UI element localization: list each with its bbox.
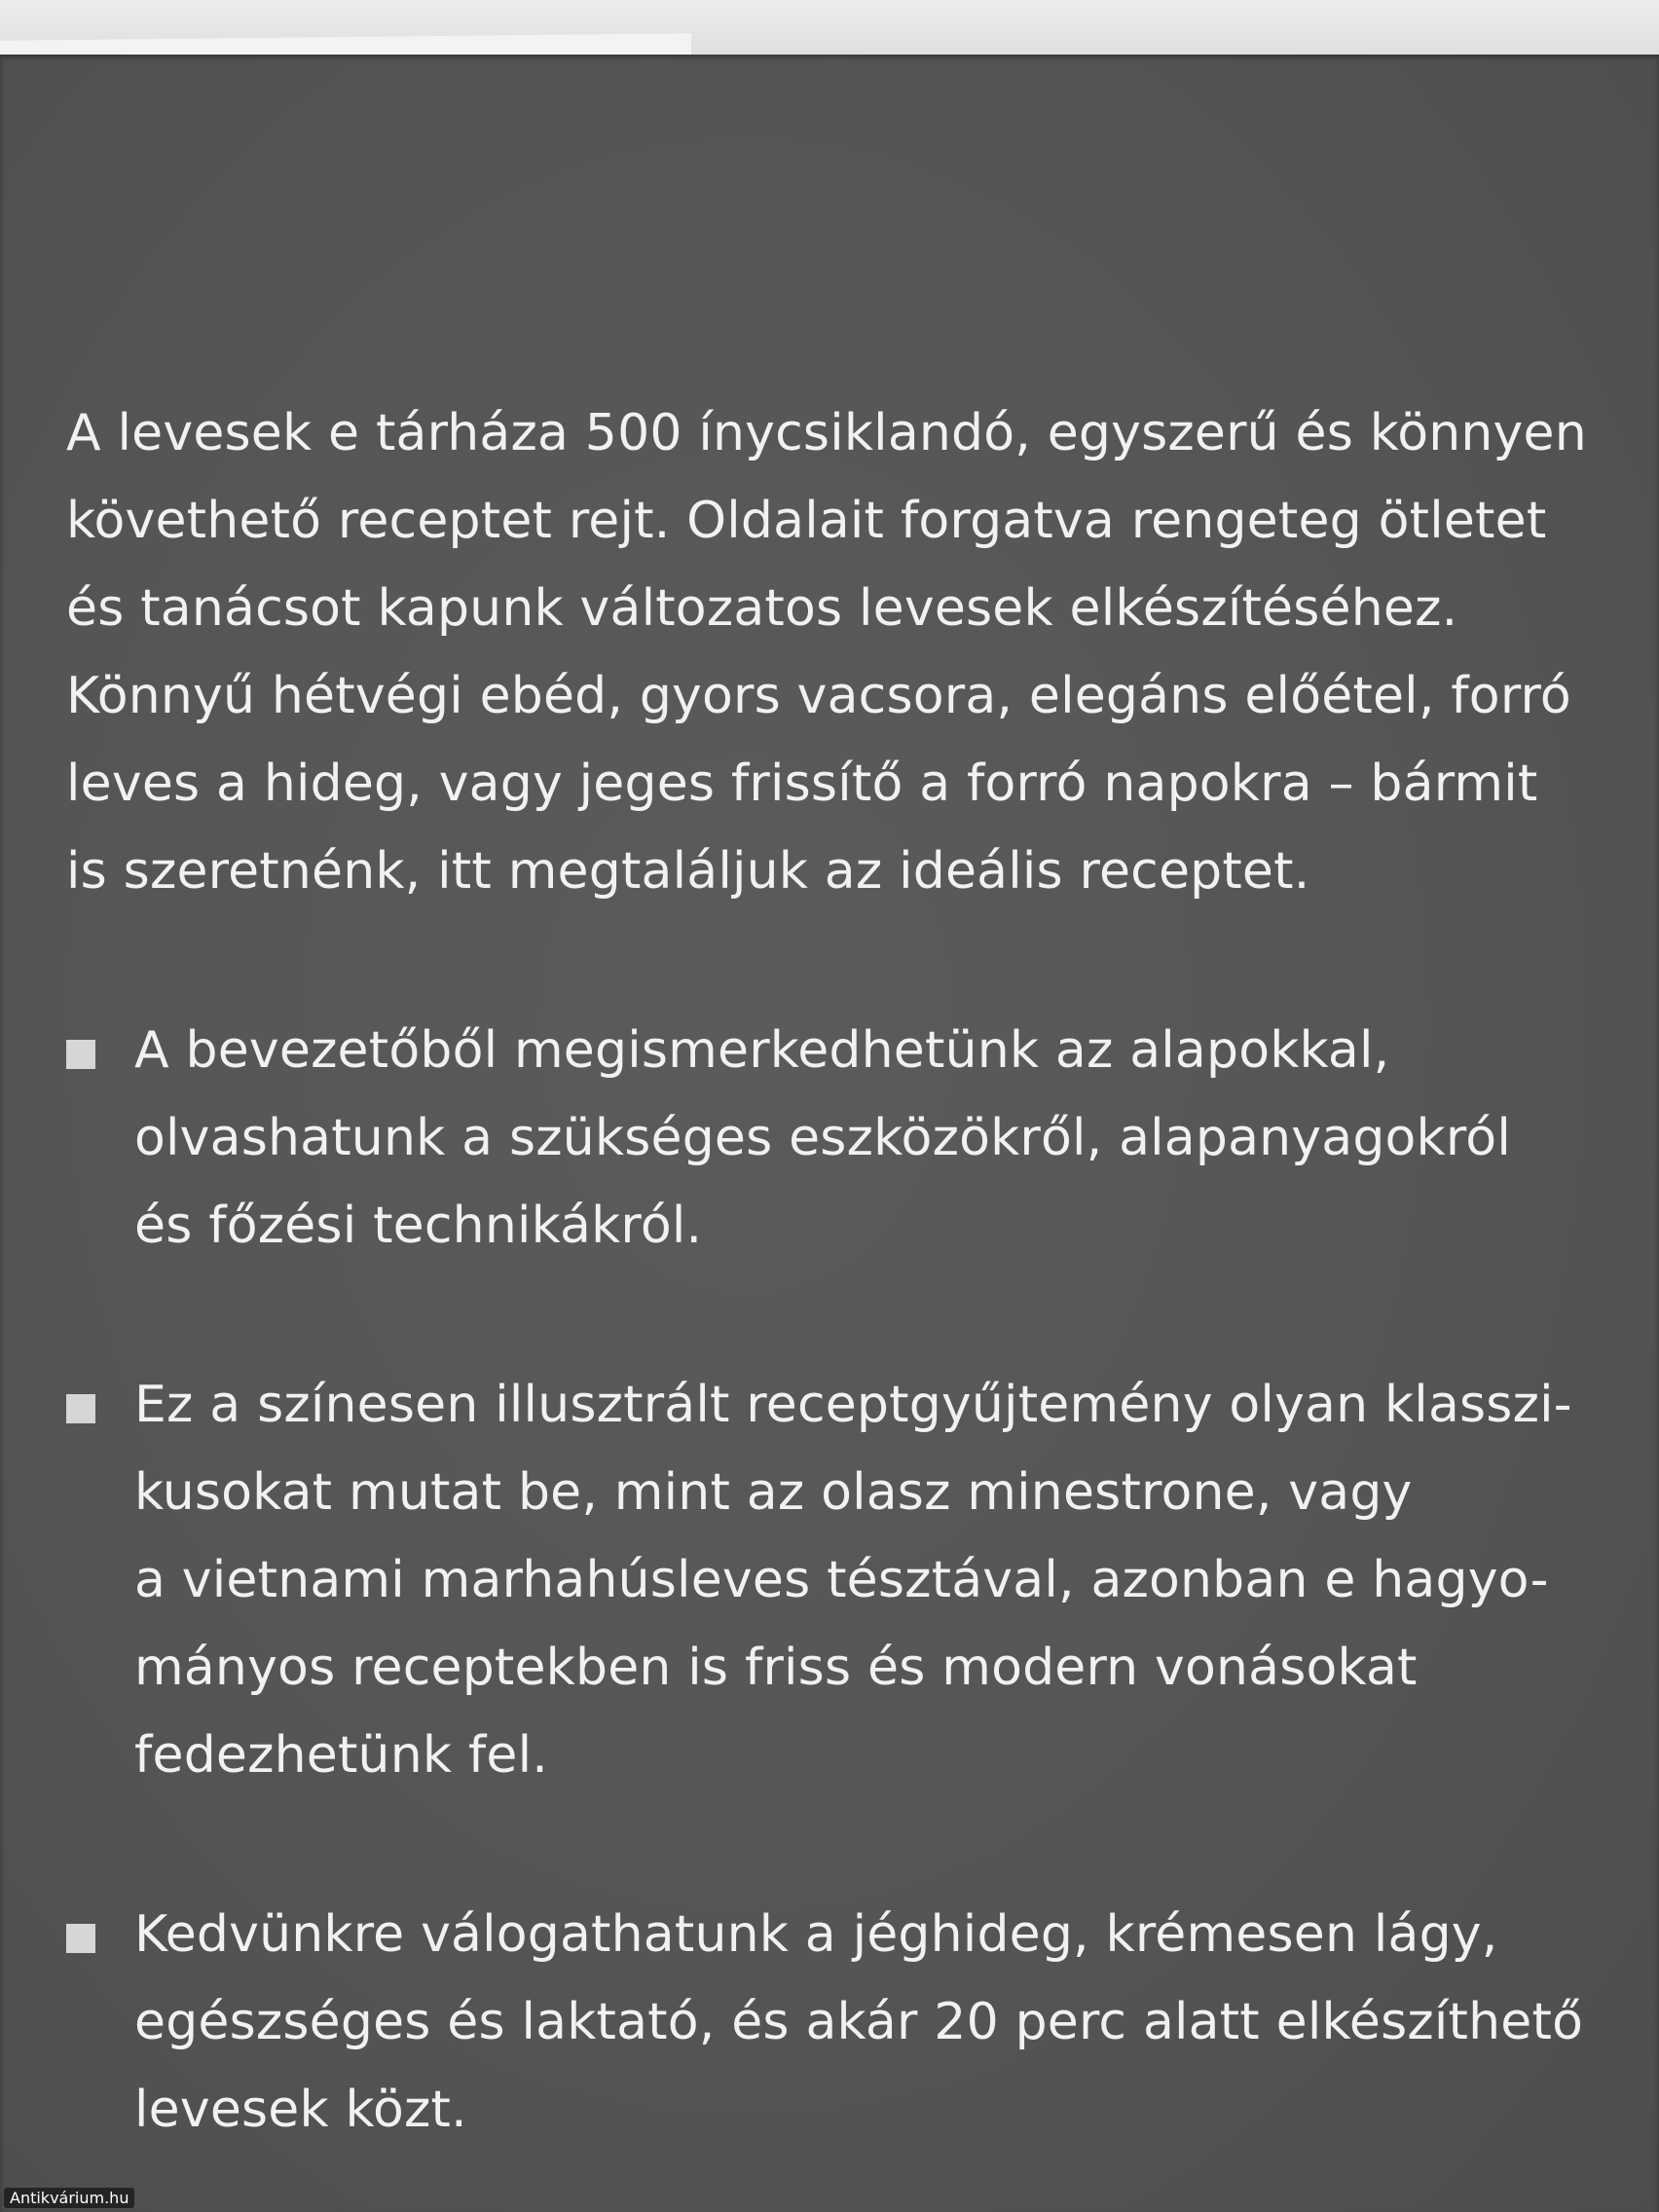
bullet-line: Ez a színesen illusztrált receptgyűjtemény olyan klasszi- [134,1376,1572,1434]
bullet-line: olvashatunk a szükséges eszközökről, alapanyagokról [134,1109,1511,1167]
watermark: Antikvárium.hu [4,2188,134,2208]
bullet-line: a vietnami marhahúsleves tésztával, azonban e hagyo- [134,1551,1549,1609]
intro-paragraph [66,389,1585,915]
intro-line: követhető receptet rejt. Oldalait forgatva rengeteg ötletet [66,492,1547,550]
intro-line: leves a hideg, vagy jeges frissítő a forró napokra – bármit [66,755,1538,813]
bullet-line: mányos receptekben is friss és modern vonásokat [134,1639,1418,1697]
square-bullet-icon [66,1040,95,1069]
intro-line: is szeretnénk, itt megtaláljuk az ideális receptet. [66,842,1310,901]
bullet-line: fedezhetünk fel. [134,1726,548,1785]
bullet-line: A bevezetőből megismerkedhetünk az alapokkal, [134,1021,1390,1080]
bullet-line: kusokat mutat be, mint az olasz minestrone, vagy [134,1463,1413,1522]
square-bullet-icon [66,1924,95,1953]
bullet-item-recipe-collection [66,1361,1585,1799]
intro-line: Könnyű hétvégi ebéd, gyors vacsora, elegáns előétel, forró [66,667,1571,725]
square-bullet-icon [66,1394,95,1423]
intro-line: és tanácsot kapunk változatos levesek elkészítéséhez. [66,579,1458,638]
bullet-line: levesek közt. [134,2081,467,2139]
bullet-line: egészséges és laktató, és akár 20 perc alatt elkészíthető [134,1993,1584,2051]
blurb-text [66,389,1585,2154]
bullet-item-introduction [66,1007,1585,1270]
bullet-line: és főzési technikákról. [134,1197,703,1255]
bullet-line: Kedvünkre válogathatunk a jéghideg, krémesen lágy, [134,1905,1498,1964]
intro-line: A levesek e tárháza 500 ínycsiklandó, egyszerű és könnyen [66,404,1587,462]
bullet-item-choices [66,1891,1585,2154]
